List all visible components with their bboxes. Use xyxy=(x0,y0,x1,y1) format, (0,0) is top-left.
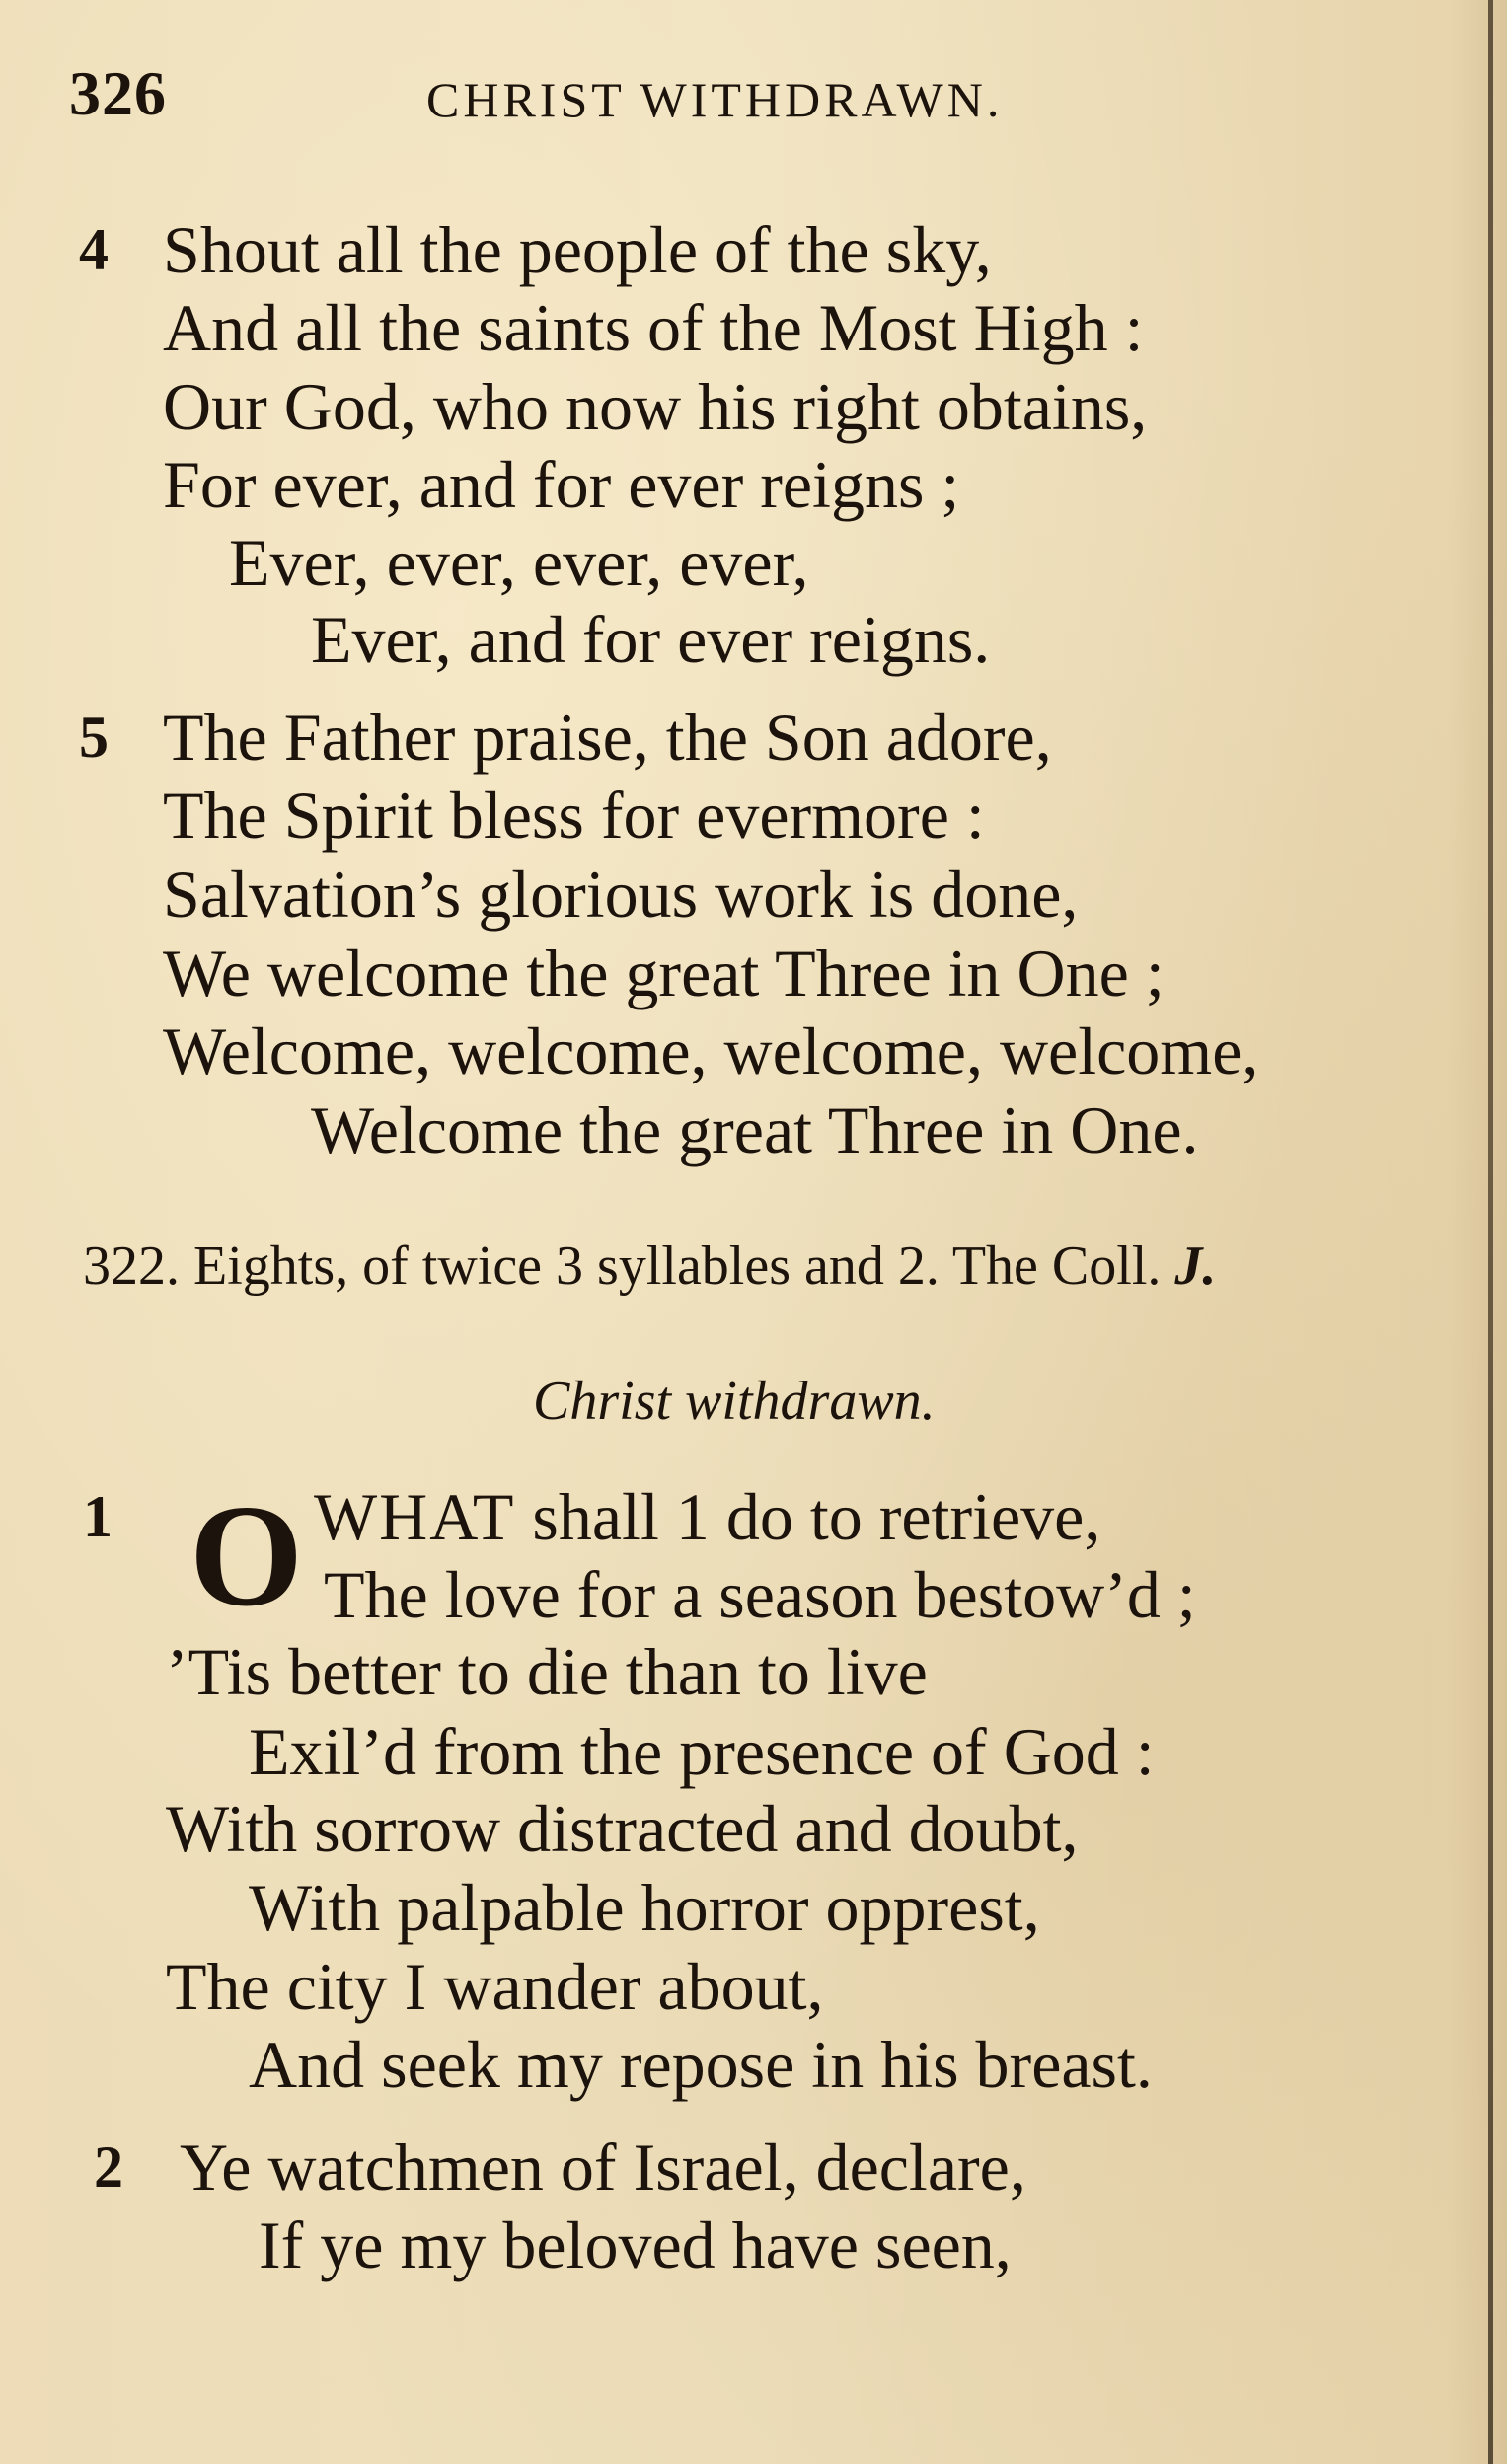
verse-line: Exil’d from the presence of God : xyxy=(249,1714,1155,1789)
verse-line: For ever, and for ever reigns ; xyxy=(163,447,960,522)
verse-line: The Spirit bless for evermore : xyxy=(163,778,985,853)
verse-line: And seek my repose in his breast. xyxy=(249,2027,1153,2102)
hymn-heading xyxy=(83,1232,1216,1301)
page-edge-shadow xyxy=(1448,0,1507,2464)
verse-line: With palpable horror opprest, xyxy=(249,1870,1040,1945)
verse-line: The Father praise, the Son adore, xyxy=(163,700,1052,775)
stanza-number: 2 xyxy=(94,2134,123,2200)
hymn-meter: 322. Eights, of twice 3 syllables and 2. The Coll. xyxy=(83,1235,1162,1297)
first-word-caps: WHAT xyxy=(314,1479,516,1554)
stanza-number: 4 xyxy=(79,217,109,282)
hymn-author: J. xyxy=(1174,1235,1217,1297)
page-edge-line xyxy=(1488,0,1493,2464)
verse-line: If ye my beloved have seen, xyxy=(259,2207,1012,2282)
verse-line: Our God, who now his right obtains, xyxy=(163,369,1148,444)
verse-line: Welcome, welcome, welcome, welcome, xyxy=(163,1013,1259,1088)
verse-line: The love for a season bestow’d ; xyxy=(324,1557,1196,1632)
verse-line xyxy=(314,1477,1100,1556)
page-header xyxy=(69,57,1451,136)
verse-line: Ever, ever, ever, ever, xyxy=(229,525,809,600)
verse-line: Ever, and for ever reigns. xyxy=(311,602,991,677)
stanza-number: 1 xyxy=(83,1484,113,1549)
verse-line: ’Tis better to die than to live xyxy=(166,1634,928,1709)
verse-line: Salvation’s glorious work is done, xyxy=(163,857,1079,932)
first-line-rest: shall 1 do to retrieve, xyxy=(532,1479,1101,1554)
verse-line: Ye watchmen of Israel, declare, xyxy=(180,2129,1026,2204)
stanza-number: 5 xyxy=(79,705,109,770)
drop-cap: O xyxy=(189,1475,304,1637)
verse-line: With sorrow distracted and doubt, xyxy=(166,1791,1079,1866)
running-title: CHRIST WITHDRAWN. xyxy=(426,72,1004,127)
verse-line: Welcome the great Three in One. xyxy=(311,1092,1199,1167)
verse-line: The city I wander about, xyxy=(166,1949,824,2024)
verse-line: We welcome the great Three in One ; xyxy=(163,935,1165,1010)
hymn-subtitle: Christ withdrawn. xyxy=(533,1371,936,1432)
verse-line: Shout all the people of the sky, xyxy=(163,212,992,287)
verse-line: And all the saints of the Most High : xyxy=(163,290,1144,365)
page-number: 326 xyxy=(69,58,167,128)
